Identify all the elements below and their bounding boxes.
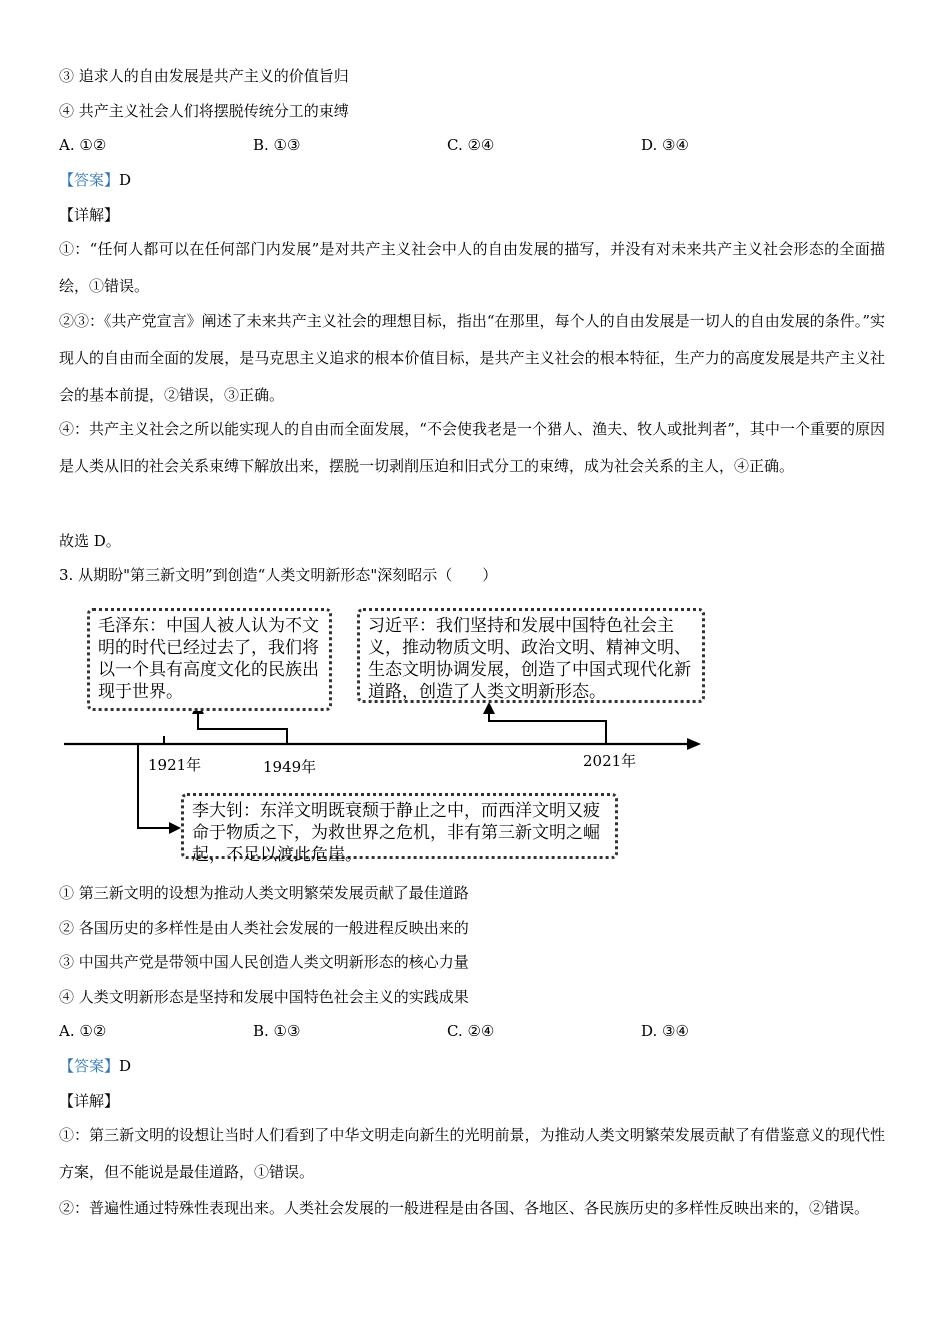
answer-value: D	[119, 171, 132, 189]
q2-detail-2: ②③：《共产党宣言》阐述了未来共产主义社会的理想目标，指出“在那里，每个人的自由发展是一切人的自由发展的条件。”实现人的自由而全面的发展，是马克思主义追求的根本价值目标，是共产主义社会的根本特征，生产力的高度发展是共产主义社会的基本前提，②错误，③正确。	[59, 312, 885, 404]
q3-option-b: B. ①③	[253, 1022, 301, 1040]
connector-2021	[489, 712, 606, 744]
q2-option-d: D. ③④	[641, 136, 689, 154]
year-2021: 2021年	[583, 752, 637, 770]
q2-statement-3: ③ 追求人的自由发展是共产主义的价值旨归	[59, 67, 349, 85]
arrow-to-xi	[483, 702, 495, 714]
q3-answer	[59, 1056, 131, 1076]
q2-detail-tag: 【详解】	[59, 206, 120, 224]
answer-tag: 【答案】	[59, 171, 120, 189]
q2-conclusion: 故选 D。	[59, 532, 121, 550]
answer-value: D	[119, 1057, 132, 1075]
q3-option-a: A. ①②	[59, 1022, 107, 1040]
q3-detail-1: ①：第三新文明的设想让当时人们看到了中华文明走向新生的光明前景，为推动人类文明繁荣发展贡献了有借鉴意义的现代性方案，但不能说是最佳道路，①错误。	[59, 1126, 885, 1181]
q3-statement-3: ③ 中国共产党是带领中国人民创造人类文明新形态的核心力量	[59, 953, 469, 971]
q2-detail-3: ④：共产主义社会之所以能实现人的自由而全面发展，“不会使我老是一个猎人、渔夫、牧人或批判者”，其中一个重要的原因是人类从旧的社会关系束缚下解放出来，摆脱一切剥削压迫和旧式分工的束缚，成为社会关系的主人，④正确。	[59, 420, 885, 475]
axis-arrow-head	[687, 738, 701, 750]
q2-answer	[59, 170, 131, 190]
year-1921: 1921年	[148, 756, 202, 774]
q2-option-b: B. ①③	[253, 136, 301, 154]
q3-detail-tag: 【详解】	[59, 1092, 120, 1110]
q3-option-c: C. ②④	[447, 1022, 495, 1040]
q2-statement-4: ④ 共产主义社会人们将摆脱传统分工的束缚	[59, 102, 349, 120]
quote-box-xi: 习近平：我们坚持和发展中国特色社会主义，推动物质文明、政治文明、精神文明、生态文明协调发展，创造了中国式现代化新道路，创造了人类文明新形态。	[357, 608, 705, 703]
timeline-figure	[59, 600, 719, 865]
year-1949: 1949年	[263, 758, 317, 776]
connector-1949	[198, 712, 287, 744]
q3-statement-2: ② 各国历史的多样性是由人类社会发展的一般进程反映出来的	[59, 919, 469, 937]
arrow-to-li	[169, 822, 181, 834]
q3-title: 3. 从期盼"第三新文明”到创造“人类文明新形态"深刻昭示（ ）	[59, 566, 498, 584]
answer-tag: 【答案】	[59, 1057, 120, 1075]
q2-detail-1: ①：“任何人都可以在任何部门内发展”是对共产主义社会中人的自由发展的描写，并没有对未来共产主义社会形态的全面描绘，①错误。	[59, 240, 885, 295]
q3-statement-1: ① 第三新文明的设想为推动人类文明繁荣发展贡献了最佳道路	[59, 884, 469, 902]
q2-option-c: C. ②④	[447, 136, 495, 154]
q3-statement-4: ④ 人类文明新形态是坚持和发展中国特色社会主义的实践成果	[59, 988, 469, 1006]
quote-box-li: 李大钊：东洋文明既衰颓于静止之中，而西洋文明又疲命于物质之下，为救世界之危机，非有第三新文明之崛起，不足以渡此危崖。	[181, 793, 618, 859]
quote-box-mao: 毛泽东：中国人被人认为不文明的时代已经过去了，我们将以一个具有高度文化的民族出现于世界。	[87, 608, 332, 711]
q3-option-d: D. ③④	[641, 1022, 689, 1040]
q3-detail-2: ②：普遍性通过特殊性表现出来。人类社会发展的一般进程是由各国、各地区、各民族历史的多样性反映出来的，②错误。	[59, 1199, 870, 1217]
q2-option-a: A. ①②	[59, 136, 107, 154]
